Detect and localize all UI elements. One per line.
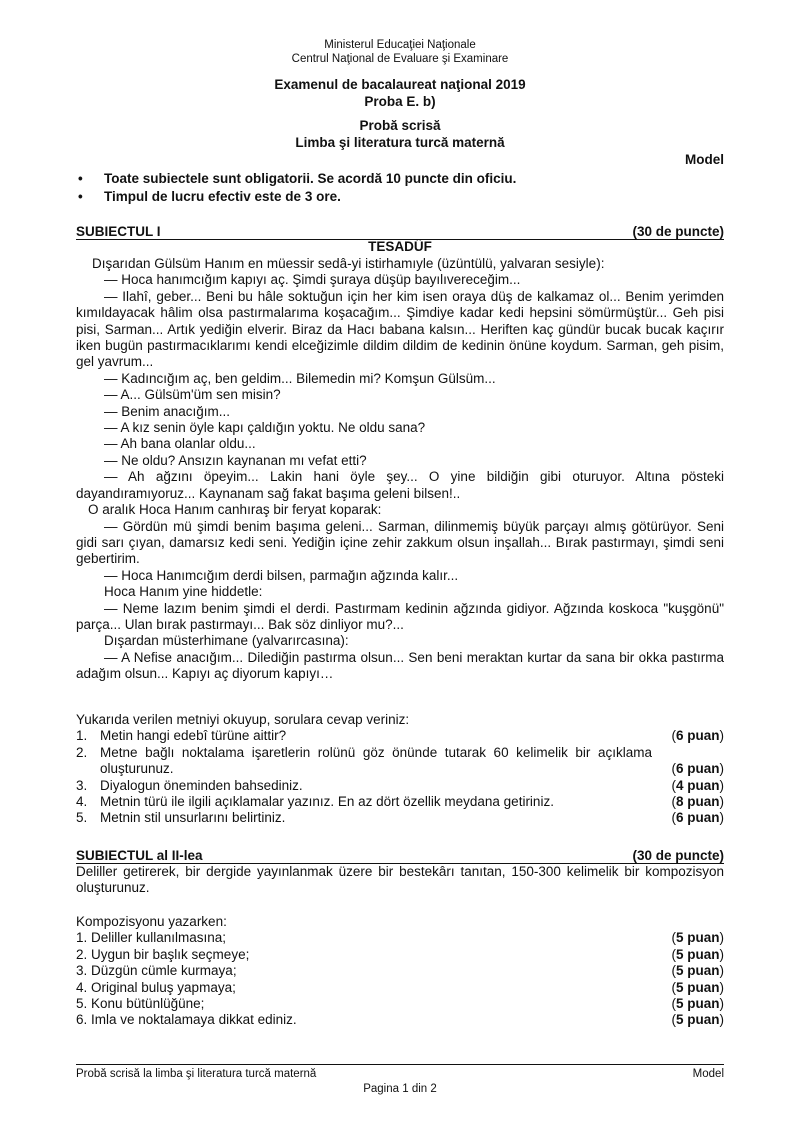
subject2-points: (30 de puncte) xyxy=(632,848,724,863)
proba-code: Proba E. b) xyxy=(364,93,436,109)
story-paragraph: — Kadıncığım aç, ben geldim... Bilemedin mi? Komşun Gülsüm... xyxy=(104,370,496,386)
story-text xyxy=(76,256,724,683)
task-text: Deliller getirerek, bir dergide yayınlanmak üzere bir bestekârı tanıtan, 150-300 kelimelik bir kompozisyon oluşturunuz. xyxy=(76,864,724,896)
question-points: (4 puan) xyxy=(671,777,724,793)
bullet-icon: • xyxy=(78,189,83,204)
criteria-points: (5 puan) xyxy=(671,963,724,979)
story-paragraph: Dışardan müsterhimane (yalvarırcasına): xyxy=(104,633,349,649)
instruction-item: • Timpul de lucru efectiv este de 3 ore. xyxy=(78,189,341,204)
story-paragraph: — A Nefise anacığım... Dilediğin pastırma olsun... Sen beni meraktan kurtar da sana bir okka pastırma adağım olsun... Kapıyı aç diyorum kapıyı… xyxy=(76,649,724,682)
story-paragraph: — Hoca hanımcığım kapıyı aç. Şimdi şuraya düşüp bayılıvereceğim... xyxy=(104,272,521,288)
subject1-heading xyxy=(76,224,724,240)
story-paragraph: — Hoca Hanımcığım derdi bilsen, parmağın ağzında kalır... xyxy=(104,567,459,583)
story-paragraph: — Benim anacığım... xyxy=(104,403,231,419)
question-points: (6 puan) xyxy=(671,761,724,777)
question-item: 3. Diyalogun öneminden bahsediniz. (4 puan) xyxy=(76,777,724,793)
proba-type: Probă scrisă xyxy=(359,118,441,133)
criteria-item: 6. Imla ve noktalamaya dikkat ediniz. (5 puan) xyxy=(76,1012,724,1028)
criteria-points: (5 puan) xyxy=(671,979,724,995)
questions-intro: Yukarıda verilen metniyi okuyup, sorulara cevap veriniz: xyxy=(76,712,410,727)
page-number: Pagina 1 din 2 xyxy=(363,1083,437,1095)
question-points: (6 puan) xyxy=(671,728,724,744)
criteria-points: (5 puan) xyxy=(671,1012,724,1028)
story-title: TESADÜF xyxy=(368,239,432,254)
instruction-item: • Toate subiectele sunt obligatorii. Se acordă 10 puncte din oficiu. xyxy=(78,171,517,186)
question-points: (6 puan) xyxy=(671,810,724,826)
question-item: 1. Metin hangi edebî türüne aittir? (6 puan) xyxy=(76,728,724,744)
exam-page xyxy=(76,0,724,1132)
question-item: 2. Metne bağlı noktalama işaretlerin rolünü göz önünde tutarak 60 kelimelik bir açıklama oluşturunuz. (6 puan) xyxy=(76,744,724,777)
footer-title: Probă scrisă la limba şi literatura turcă maternă xyxy=(76,1068,317,1080)
story-paragraph: — Gördün mü şimdi benim başıma geleni... Sarman, dilinmemiş büyük parçayı almış götürüyor. Seni gidi sarı çıyan, damarsız kedi seni. Yediğin içine zehir zakkum olsun inşallah... Bırak pastırmayı, şimdi seni gebertirim. xyxy=(76,518,724,567)
criteria-points: (5 puan) xyxy=(671,946,724,962)
subject2-title: SUBIECTUL al II-lea xyxy=(76,848,203,863)
story-paragraph: — A... Gülsüm'üm sen misin? xyxy=(104,387,281,403)
story-paragraph: O aralık Hoca Hanım canhıraş bir feryat koparak: xyxy=(88,502,382,518)
subject1-title: SUBIECTUL I xyxy=(76,224,161,239)
footer-model: Model xyxy=(692,1068,724,1080)
criteria-points: (5 puan) xyxy=(671,996,724,1012)
story-paragraph: — Neme lazım benim şimdi el derdi. Pastırmam kedinin ağzında gidiyor. Ağzında koskoca "kuşgönü" parça... Ulan bırak pastırmayı... Bak söz dinliyor mu?... xyxy=(76,600,724,632)
center-name: Centrul Naţional de Evaluare şi Examinare xyxy=(291,53,509,65)
exam-title: Examenul de bacalaureat naţional 2019 xyxy=(274,77,526,92)
question-item: 4. Metnin türü ile ilgili açıklamalar yazınız. En az dört özellik meydana getiriniz. (8 puan) xyxy=(76,794,724,810)
criteria-item: 5. Konu bütünlüğüne; (5 puan) xyxy=(76,996,724,1012)
criteria-block xyxy=(76,914,724,1029)
criteria-item: 3. Düzgün cümle kurmaya; (5 puan) xyxy=(76,963,724,979)
question-item: 5. Metnin stil unsurlarını belirtiniz. (6 puan) xyxy=(76,810,724,826)
story-paragraph: — Ah ağzını öpeyim... Lakin hani öyle şey... O yine bildiğin gibi oturuyor. Altına pösteki dayandıramıyoruz... Kaynanam sağ fakat başıma geleni bilsen!.. xyxy=(76,469,724,501)
subject-name: Limba şi literatura turcă maternă xyxy=(295,134,505,150)
model-label: Model xyxy=(685,152,724,167)
document-header xyxy=(76,38,724,66)
title-block xyxy=(76,77,724,151)
story-paragraph: — Ilahî, geber... Beni bu hâle soktuğun için her kim isen oraya düş de kalkamaz ol... Benim yerimden kımıldayacak hâlim olsa pastırmalarıma koşacağım... Şimdiye kadar kedi hepsini sömürmüştür... Geh pisi pisi, Sarman... Artık yediğin elverir. Biraz da Hacı babana kalsın... Heriften kaç gündür bucak bucak kaçırır iken bugün pastırmacıklarımı kendi elceğizimle dildim dildim de kedinin önüne koydum. Sarman, geh pisim, gel yavrum... xyxy=(76,288,724,370)
story-paragraph: — Ah bana olanlar oldu... xyxy=(104,436,256,452)
subject2-task xyxy=(76,864,724,897)
criteria-item: 1. Deliller kullanılmasına; (5 puan) xyxy=(76,930,724,946)
story-paragraph: Hoca Hanım yine hiddetle: xyxy=(104,584,263,600)
story-paragraph: — A kız senin öyle kapı çaldığın yoktu. Ne oldu sana? xyxy=(104,420,426,436)
criteria-item: 4. Original buluş yapmaya; (5 puan) xyxy=(76,979,724,995)
criteria-intro: Kompozisyonu yazarken: xyxy=(76,914,227,929)
instructions-list xyxy=(76,170,724,206)
questions-block xyxy=(76,712,724,827)
bullet-icon: • xyxy=(78,171,83,186)
footer-divider xyxy=(76,1064,724,1065)
criteria-points: (5 puan) xyxy=(671,930,724,946)
question-points: (8 puan) xyxy=(671,794,724,810)
story-paragraph: — Ne oldu? Ansızın kaynanan mı vefat etti? xyxy=(104,452,367,468)
ministry-name: Ministerul Educaţiei Naţionale xyxy=(324,39,476,51)
subject1-points: (30 de puncte) xyxy=(632,224,724,239)
subject2-heading xyxy=(76,848,724,864)
criteria-item: 2. Uygun bir başlık seçmeye; (5 puan) xyxy=(76,946,724,962)
story-paragraph: Dışarıdan Gülsüm Hanım en müessir sedâ-yi istirhamıyle (üzüntülü, yalvaran sesiyle): xyxy=(92,256,605,271)
